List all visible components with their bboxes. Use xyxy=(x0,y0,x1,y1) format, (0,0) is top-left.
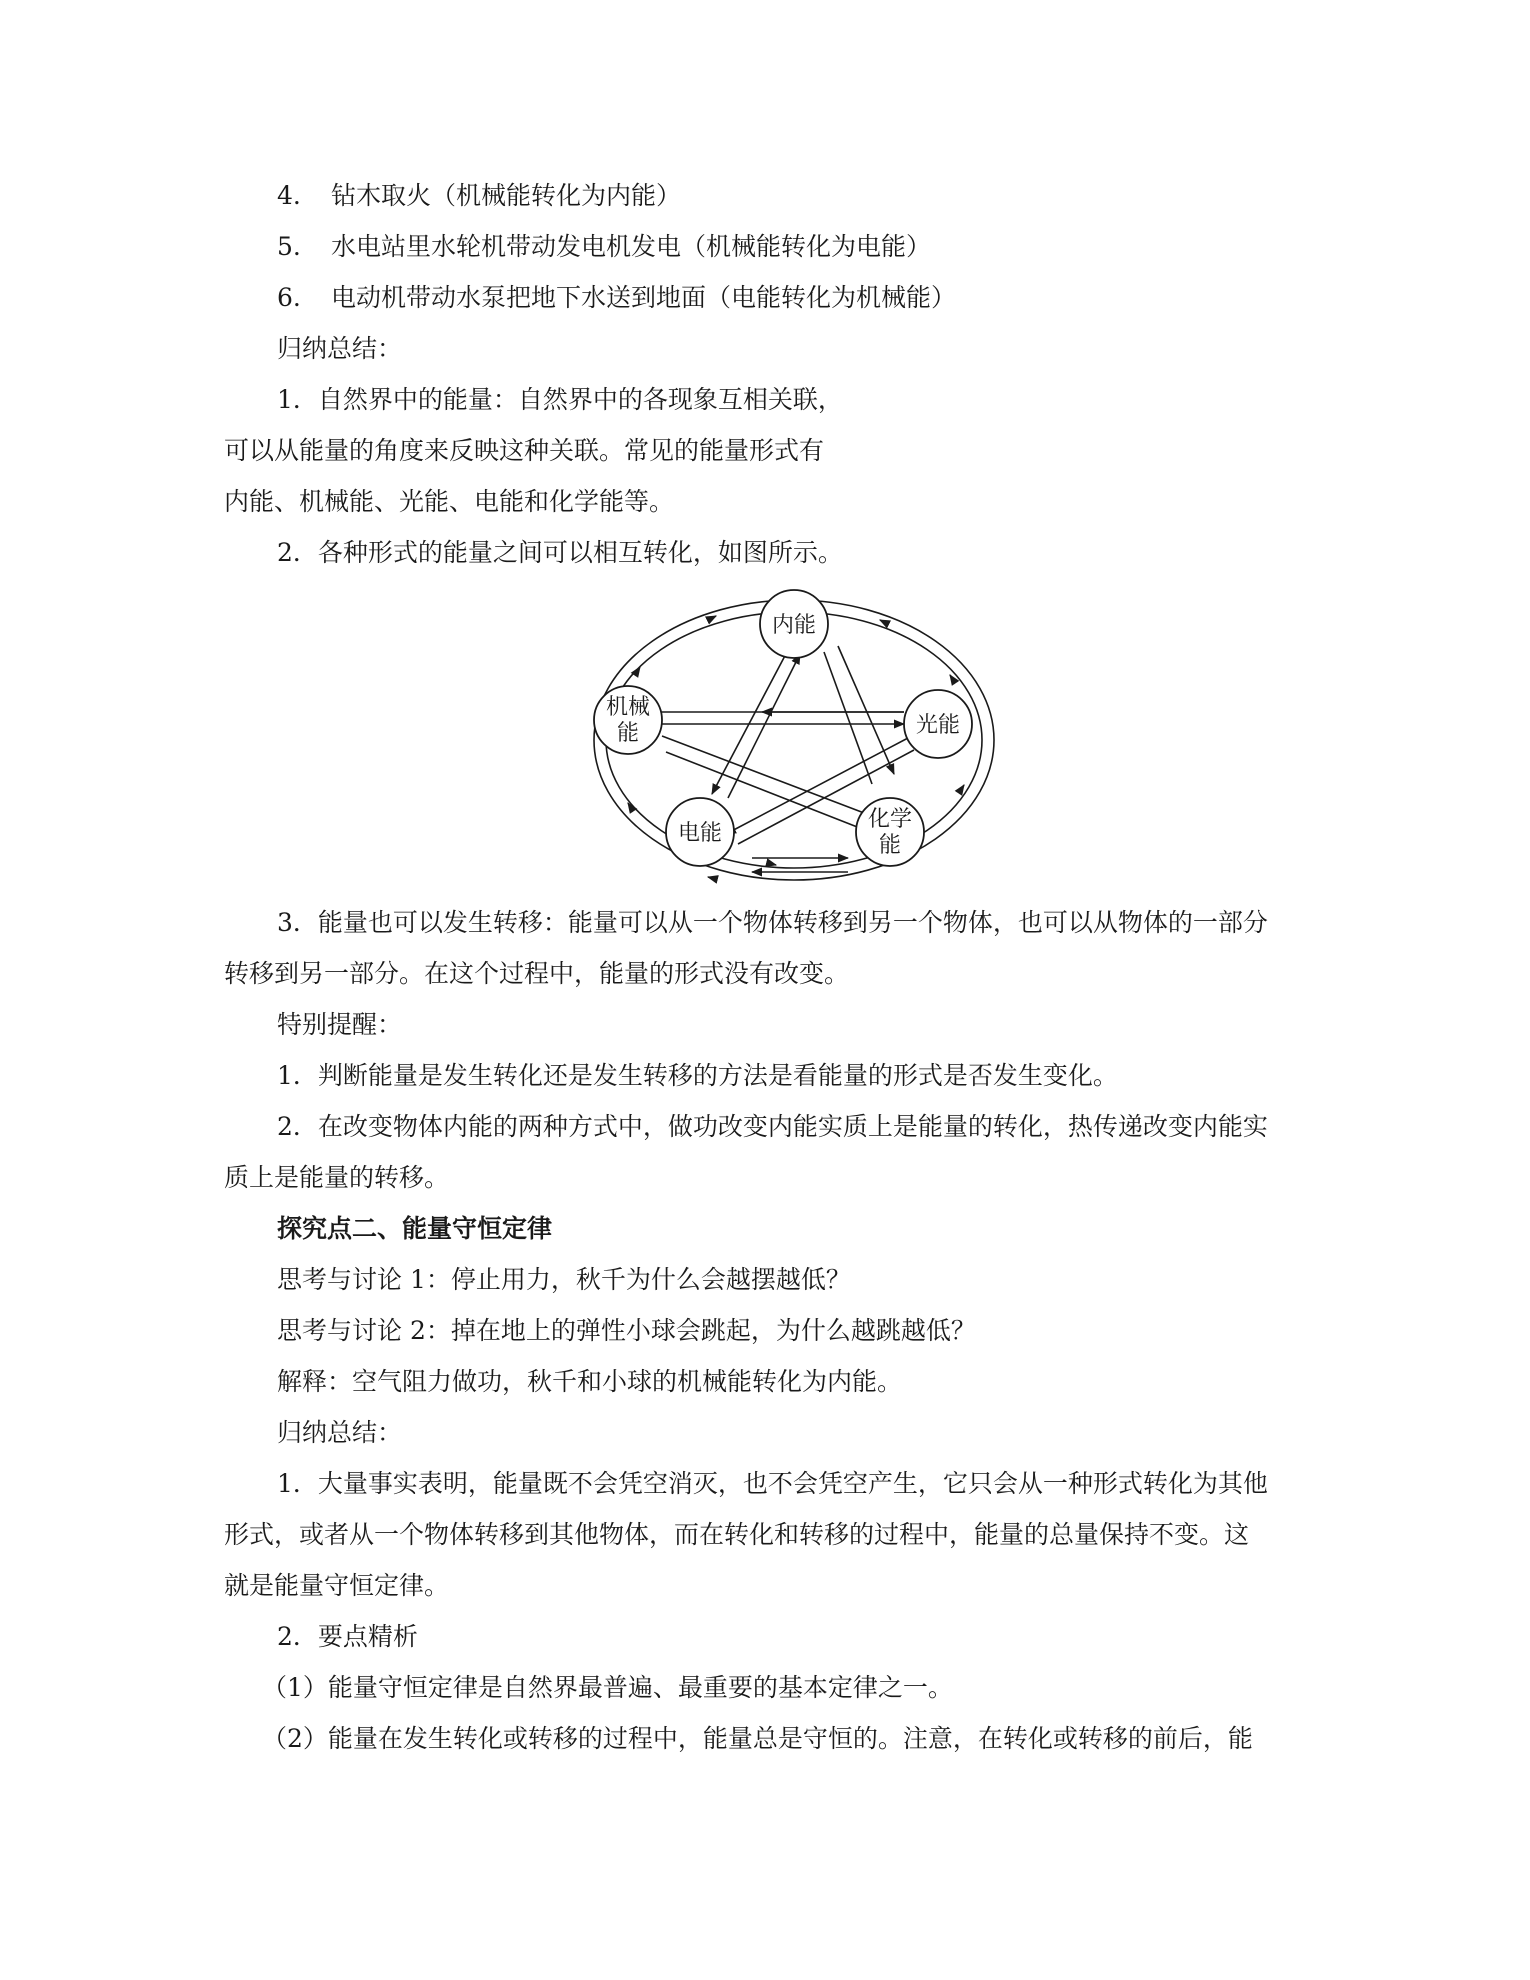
list-number: 4. xyxy=(277,181,301,210)
paragraph-line: 内能、机械能、光能、电能和化学能等。 xyxy=(224,487,675,516)
label-chemical-energy-2: 能 xyxy=(878,833,902,858)
paragraph-line: （1）能量守恒定律是自然界最普遍、最重要的基本定律之一。 xyxy=(262,1673,953,1702)
list-text: 电动机带动水泵把地下水送到地面（电能转化为机械能） xyxy=(331,283,957,312)
reminder-heading: 特别提醒： xyxy=(277,1010,403,1039)
list-text: 水电站里水轮机带动发电机发电（机械能转化为电能） xyxy=(331,232,932,261)
paragraph-line: 可以从能量的角度来反映这种关联。常见的能量形式有 xyxy=(224,436,825,465)
list-item-5 xyxy=(277,229,931,265)
paragraph-line: 2．在改变物体内能的两种方式中，做功改变内能实质上是能量的转化，热传递改变内能实 xyxy=(277,1112,1268,1141)
explanation: 解释：空气阻力做功，秋千和小球的机械能转化为内能。 xyxy=(277,1367,903,1396)
list-item-4 xyxy=(277,178,681,214)
list-number: 6. xyxy=(277,283,301,312)
paragraph-line: 2．要点精析 xyxy=(277,1622,418,1651)
summary-heading: 归纳总结： xyxy=(277,334,403,363)
label-chemical-energy-1: 化学 xyxy=(867,807,913,832)
label-mechanical-energy-2: 能 xyxy=(616,721,640,746)
paragraph-line: 1．大量事实表明，能量既不会凭空消灭，也不会凭空产生，它只会从一种形式转化为其他 xyxy=(277,1469,1268,1498)
paragraph-line: 转移到另一部分。在这个过程中，能量的形式没有改变。 xyxy=(224,959,850,988)
list-text: 钻木取火（机械能转化为内能） xyxy=(331,181,682,210)
list-number: 5. xyxy=(277,232,301,261)
summary-heading: 归纳总结： xyxy=(277,1418,403,1447)
paragraph-line: 就是能量守恒定律。 xyxy=(224,1571,450,1600)
paragraph-line: 1．自然界中的能量：自然界中的各现象互相关联， xyxy=(277,385,843,414)
paragraph-line: 形式，或者从一个物体转移到其他物体，而在转化和转移的过程中，能量的总量保持不变。这 xyxy=(224,1520,1250,1549)
label-light-energy: 光能 xyxy=(915,713,961,738)
question-1: 思考与讨论 1：停止用力，秋千为什么会越摆越低？ xyxy=(277,1265,851,1294)
label-electric-energy: 电能 xyxy=(677,821,723,846)
question-2: 思考与讨论 2：掉在地上的弹性小球会跳起，为什么越跳越低？ xyxy=(277,1316,976,1345)
energy-conversion-diagram xyxy=(592,588,996,884)
paragraph-line: 质上是能量的转移。 xyxy=(224,1163,450,1192)
label-mechanical-energy-1: 机械 xyxy=(605,695,651,720)
section-title: 探究点二、能量守恒定律 xyxy=(277,1214,553,1243)
paragraph-line: 3．能量也可以发生转移：能量可以从一个物体转移到另一个物体，也可以从物体的一部分 xyxy=(277,908,1268,937)
paragraph-line: （2）能量在发生转化或转移的过程中，能量总是守恒的。注意，在转化或转移的前后，能 xyxy=(262,1724,1253,1753)
list-item-6 xyxy=(277,280,956,316)
paragraph-line: 2．各种形式的能量之间可以相互转化，如图所示。 xyxy=(277,538,843,567)
paragraph-line: 1．判断能量是发生转化还是发生转移的方法是看能量的形式是否发生变化。 xyxy=(277,1061,1118,1090)
label-internal-energy: 内能 xyxy=(771,613,817,638)
